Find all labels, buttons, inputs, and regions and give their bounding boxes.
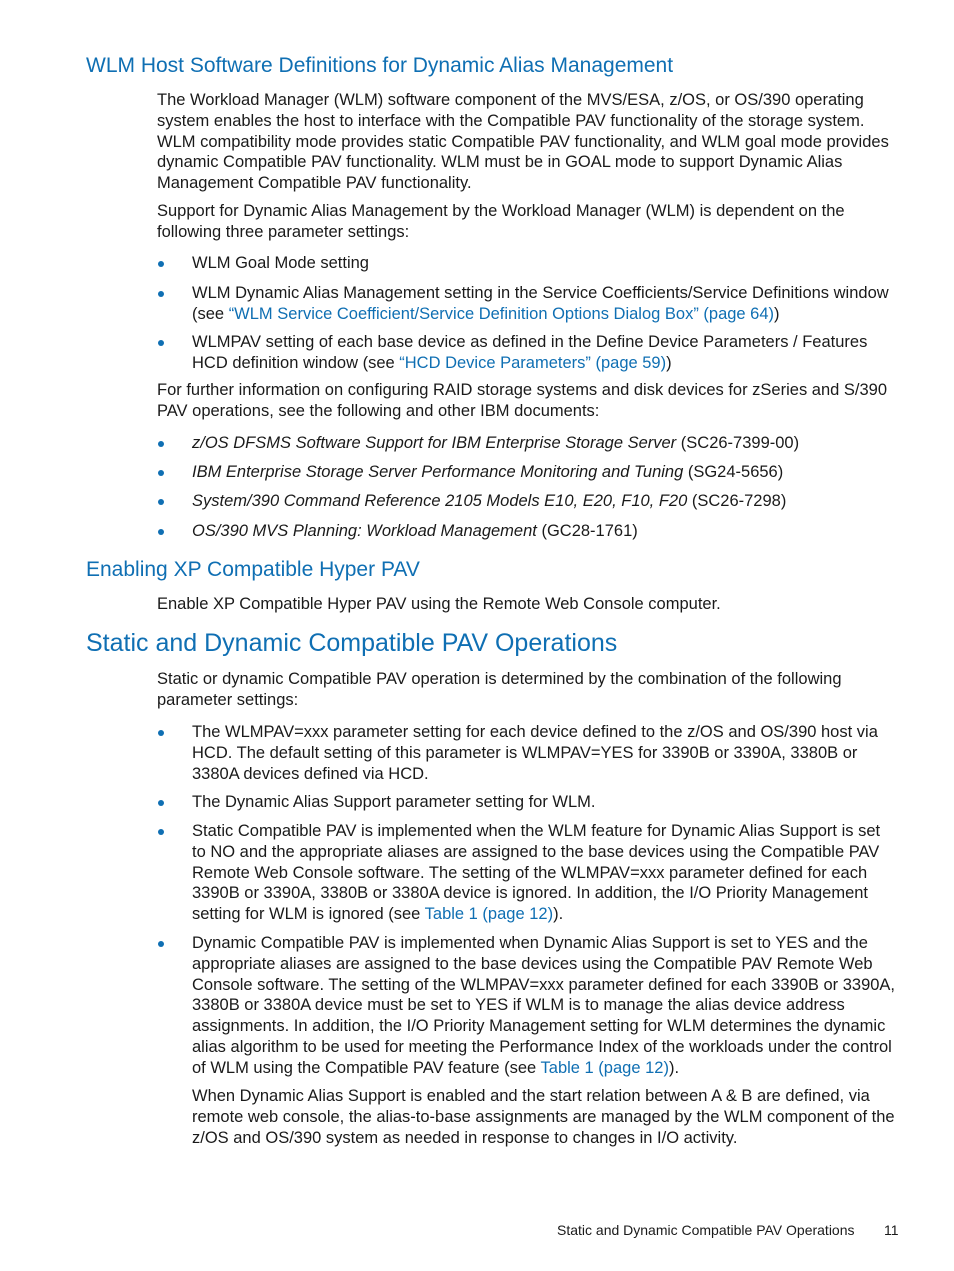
list-item	[192, 462, 898, 483]
footer-title: Static and Dynamic Compatible PAV Operations	[557, 1222, 855, 1238]
paragraph: Enable XP Compatible Hyper PAV using the Remote Web Console computer.	[157, 595, 721, 613]
list-item-text: WLM Goal Mode setting	[192, 254, 369, 272]
paragraph: Static or dynamic Compatible PAV operation is determined by the combination of the following parameter settings:	[157, 670, 842, 709]
doc-title: z/OS DFSMS Software Support for IBM Enterprise Storage Server	[192, 434, 677, 452]
table-1-link[interactable]: Table 1 (page 12)	[424, 905, 554, 924]
doc-code: (SC26-7399-00)	[676, 434, 800, 452]
section-heading-static-dynamic: Static and Dynamic Compatible PAV Operations	[86, 629, 618, 657]
list-item-text: Static Compatible PAV is implemented when the WLM feature for Dynamic Alias Support is set to NO and the appropriate aliases are assigned to the base devices using the Compatible PAV Remote Web Console software. The setting of the WLMPAV=xxx parameter defined for each 3390B or 3390A, 3380B or 3380A device is ignored. In addition, the I/O Priority Management setting for WLM is ignored (see	[192, 822, 881, 924]
list-item	[192, 821, 898, 925]
section-heading-hyper-pav: Enabling XP Compatible Hyper PAV	[86, 558, 420, 581]
dialog-box-link[interactable]: “WLM Service Coefficient/Service Definition Options Dialog Box” (page 64)	[228, 304, 775, 323]
doc-title: System/390 Command Reference 2105 Models E10, E20, F10, F20	[192, 492, 688, 510]
list-item-text: ).	[668, 1058, 680, 1077]
list-item-text: WLM Dynamic Alias Management setting in the Service Coefficients/Service Definitions window (see	[192, 284, 889, 323]
doc-code: (SC26-7298)	[687, 492, 787, 510]
doc-code: (GC28-1761)	[536, 522, 638, 540]
list-item	[192, 332, 898, 374]
list-item	[192, 933, 898, 1079]
paragraph: Support for Dynamic Alias Management by the Workload Manager (WLM) is dependent on the following three parameter settings:	[157, 202, 845, 241]
list-item-text: WLMPAV setting of each base device as defined in the Define Device Parameters / Features HCD definition window (see	[192, 333, 868, 372]
doc-code: (SG24-5656)	[683, 463, 784, 481]
hcd-parameters-link[interactable]: “HCD Device Parameters” (page 59)	[399, 353, 667, 372]
list-item	[192, 253, 898, 274]
list-item-text: )	[774, 304, 780, 323]
section-heading-wlm: WLM Host Software Definitions for Dynamic Alias Management	[86, 54, 674, 77]
list-item-text: ).	[553, 905, 564, 924]
list-item-text: )	[666, 353, 672, 372]
paragraph: The Workload Manager (WLM) software component of the MVS/ESA, z/OS, or OS/390 operating system enables the host to interface with the Compatible PAV functionality of the storage system. WLM compatibility mode provides static Compatible PAV functionality, and WLM goal mode provides dynamic Compatible PAV functionality. WLM must be in GOAL mode to support Dynamic Alias Management Compatible PAV functionality.	[157, 91, 889, 193]
list-item	[192, 521, 898, 542]
page-number: 11	[884, 1222, 899, 1238]
list-item	[192, 792, 898, 813]
doc-title: OS/390 MVS Planning: Workload Management	[192, 522, 537, 540]
paragraph: When Dynamic Alias Support is enabled and the start relation between A & B are defined, via remote web console, the alias-to-base assignments are managed by the WLM component of the z/OS and OS/390 system as needed in response to changes in I/O activity.	[192, 1087, 895, 1147]
list-item	[192, 491, 898, 512]
list-item	[192, 433, 898, 454]
doc-title: IBM Enterprise Storage Server Performance Monitoring and Tuning	[192, 463, 684, 481]
list-item-text: Dynamic Compatible PAV is implemented when Dynamic Alias Support is set to YES and the appropriate aliases are assigned to the base devices using the Compatible PAV Remote Web Console software. The setting of the WLMPAV=xxx parameter defined for each 3390B or 3390A, 3380B or 3380A device must be set to YES if WLM is to manage the alias device address assignments. In addition, the I/O Priority Management setting for WLM determines the dynamic alias algorithm to be used for meeting the Performance Index of the workloads under the control of WLM using the Compatible PAV feature (see	[192, 934, 896, 1077]
list-item-text: The WLMPAV=xxx parameter setting for each device defined to the z/OS and OS/390 host via HCD. The default setting of this parameter is WLMPAV=YES for 3390B or 3390A, 3380B or 3380A devices defined via HCD.	[192, 723, 878, 783]
list-item	[192, 283, 898, 325]
list-item-text: The Dynamic Alias Support parameter setting for WLM.	[192, 793, 596, 811]
list-item	[192, 722, 898, 784]
table-1-link[interactable]: Table 1 (page 12)	[540, 1058, 669, 1077]
paragraph: For further information on configuring RAID storage systems and disk devices for zSeries and S/390 PAV operations, see the following and other IBM documents:	[157, 381, 888, 420]
